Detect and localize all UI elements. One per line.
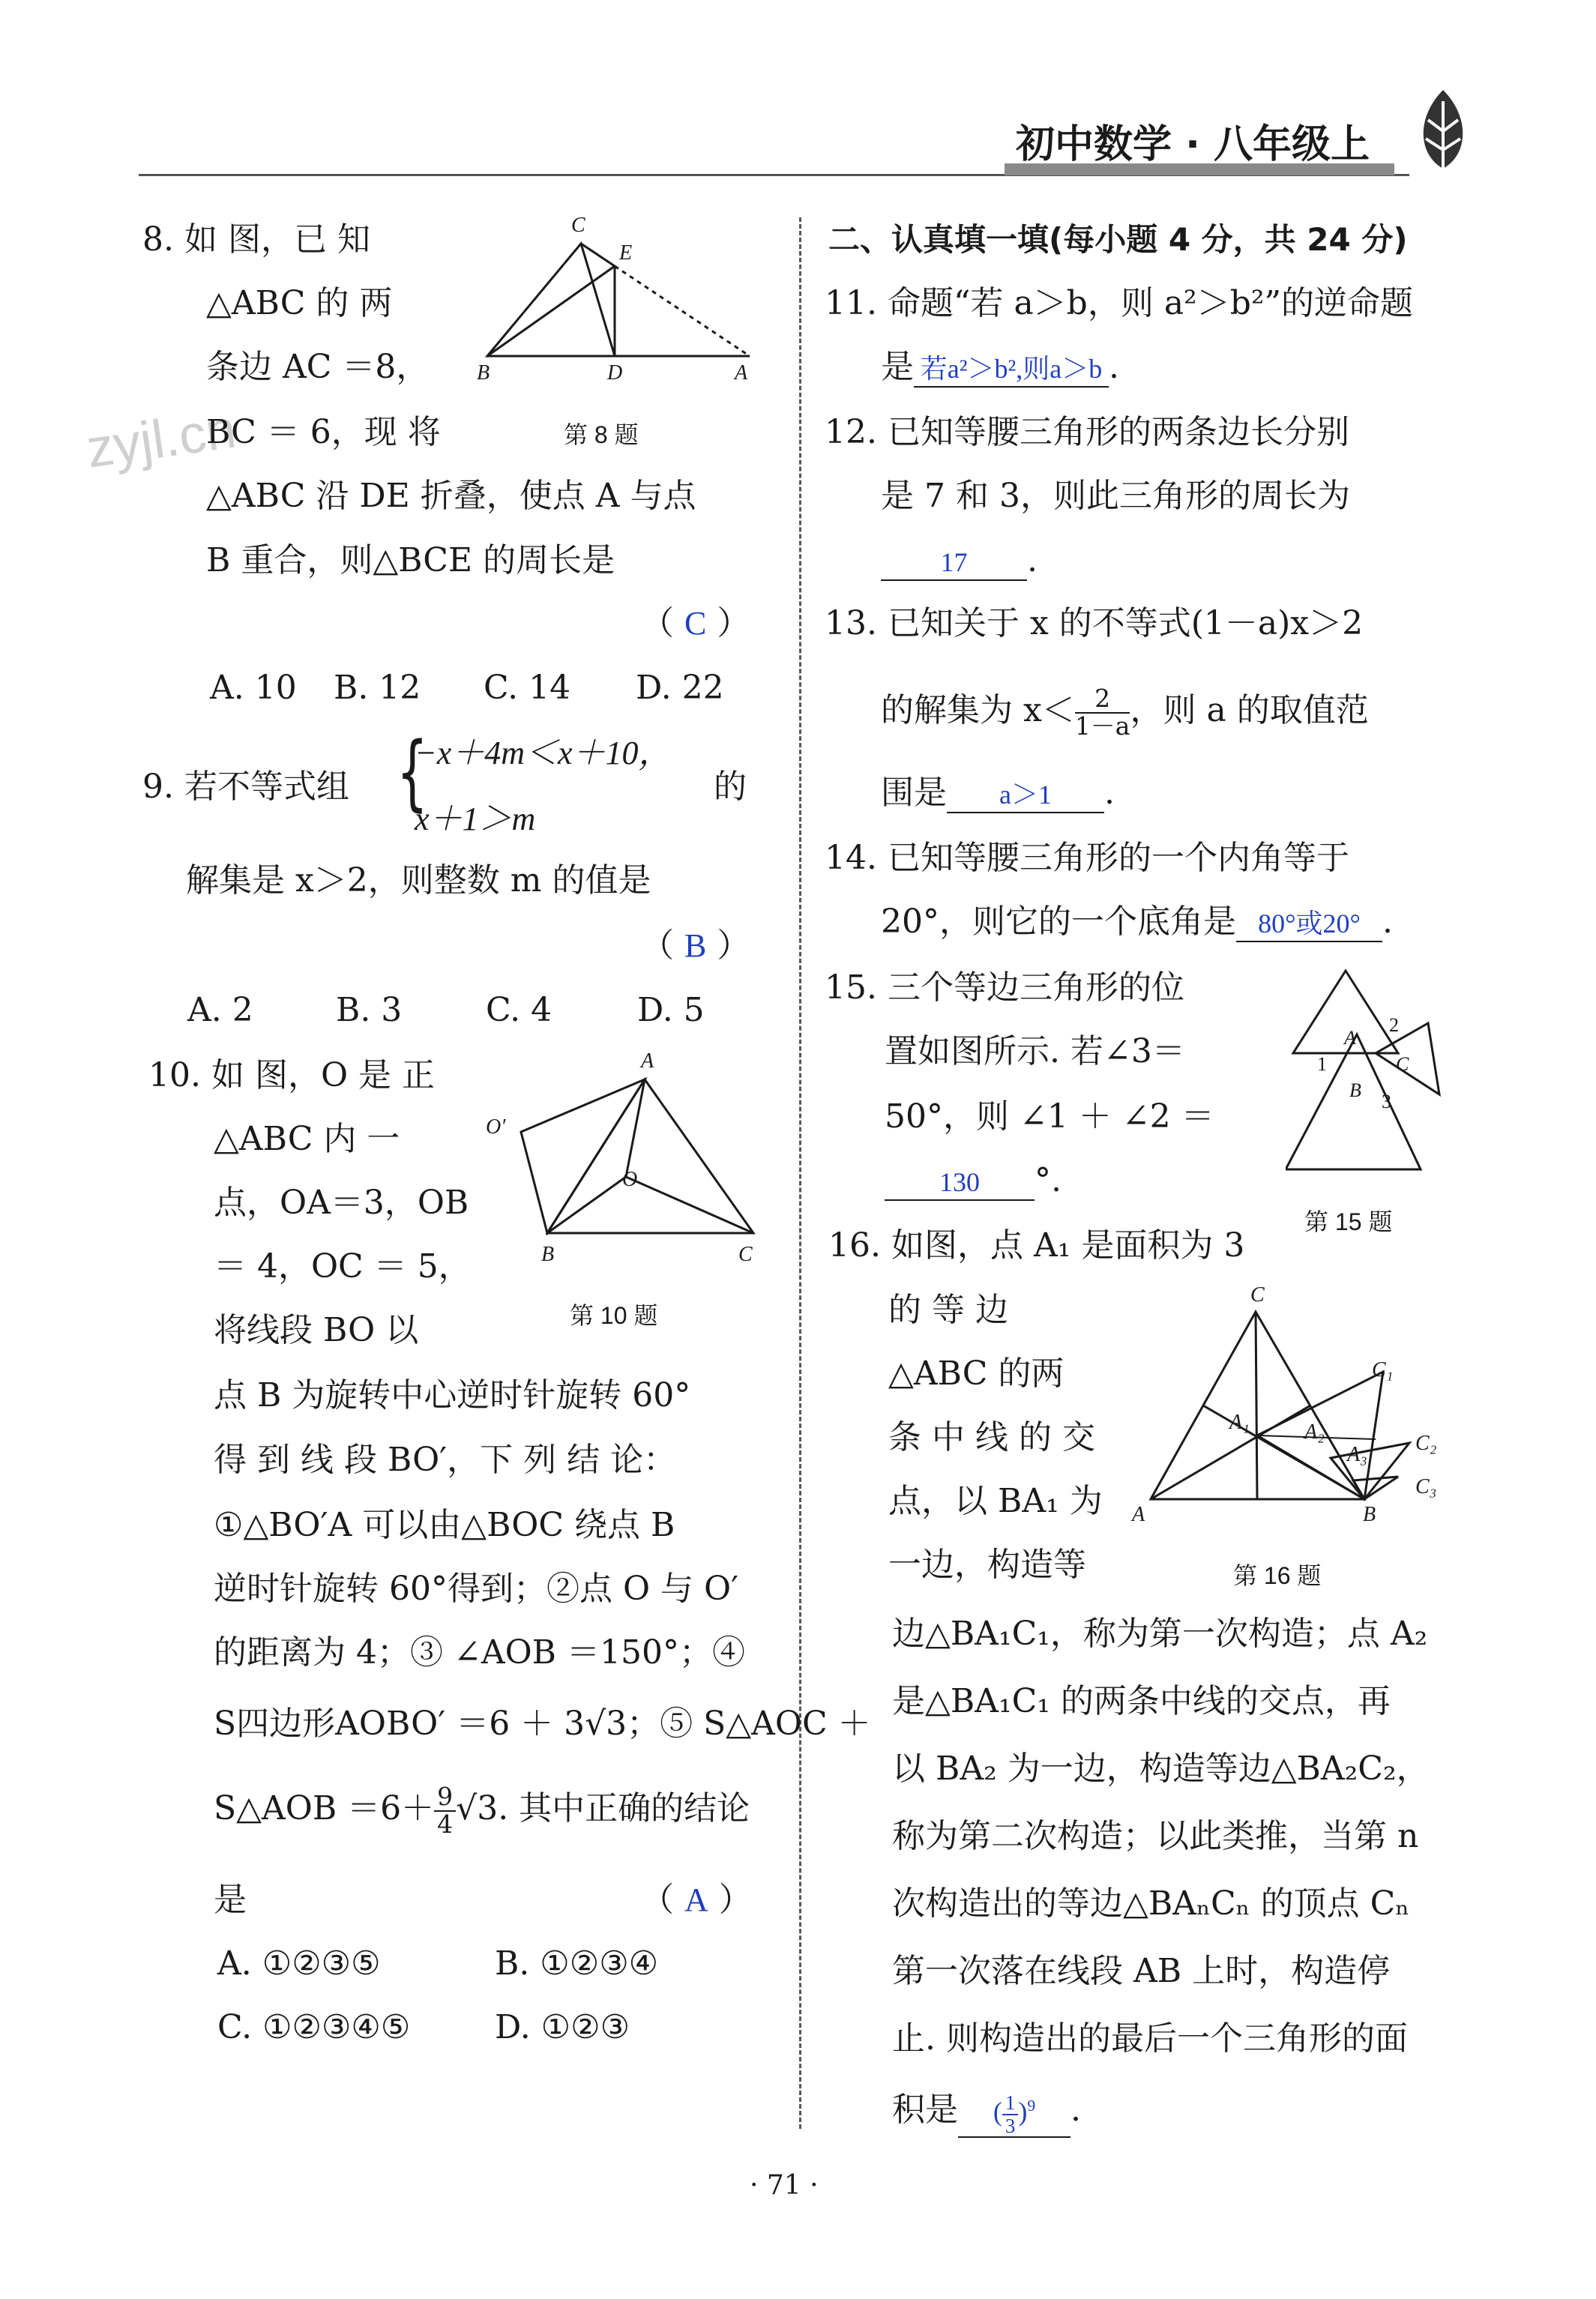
q10-answer-paren: （ A ） [641,1881,752,1919]
q9-suffix: 的 [714,768,747,806]
q9-answer-paren: （ B ） [641,926,750,965]
q12-line2: 是 7 和 3，则此三角形的周长为 [881,477,1350,515]
q13-post: . [1104,774,1115,812]
q16-label: C₁ [1372,1358,1394,1381]
leaf-logo-icon [1409,86,1477,176]
q10-line: 的距离为 4；③ ∠AOB ＝150°；④ [214,1633,745,1672]
q16-line: 的 等 边 [888,1291,1008,1329]
q10-line: 点 B 为旋转中心逆时针旋转 60° [214,1376,691,1414]
q8-label: A [735,361,748,385]
q16-answer-exp: 9 [1027,2097,1036,2115]
q8-answer-paren: （ C ） [641,604,750,642]
q13-frac-num: 2 [1075,686,1130,714]
q15-label: B [1349,1079,1361,1101]
segment-bo [547,1177,626,1233]
q15-label: 3 [1382,1091,1391,1112]
q10-label: O [622,1168,638,1191]
page-number: · 71 · [750,2170,819,2201]
q16-label: A₁ [1229,1411,1250,1434]
q14-post: . [1382,903,1393,941]
q8-option: C. 14 [484,669,571,707]
q10-line: 10. 如 图，O 是 正 [148,1056,435,1094]
q10-label: B [541,1243,555,1266]
q11-post: . [1109,348,1119,386]
q16-line: 点，以 BA₁ 为 [888,1482,1103,1520]
q10-line: 点，OA＝3，OB [214,1184,469,1222]
q16-line: 边△BA₁C₁，称为第一次构造；点 A₂ [892,1615,1428,1653]
q8-line: 8. 如 图，已 知 [142,220,370,259]
q12-answer: 17 [881,545,1027,581]
q16-line: 止. 则构造出的最后一个三角形的面 [892,2019,1408,2058]
q14-pre: 20°，则它的一个底角是 [881,903,1236,941]
q15-caption: 第 15 题 [1304,1208,1393,1235]
q13-fraction [1075,686,1130,739]
q10-line: 逆时针旋转 60°得到；②点 O 与 O′ [214,1570,739,1608]
q13-line1: 13. 已知关于 x 的不等式(1－a)x＞2 [825,604,1364,642]
q16-line: 是△BA₁C₁ 的两条中线的交点，再 [892,1682,1391,1720]
q16-pre: 积是 [892,2091,958,2129]
q9-row1: −x＋4m＜x＋10， [415,735,672,771]
q8-option: B. 12 [334,669,421,707]
q13-line2 [881,686,1369,739]
q11-answer: 若a²＞b²,则a＞b [914,352,1109,388]
q10-line: 将线段 BO 以 [214,1311,419,1349]
q16-answer-frac [1002,2092,1019,2136]
q8-line: 条边 AC ＝8， [206,348,430,386]
q10-line: △ABC 内 一 [214,1120,400,1158]
q16-label: A [1132,1503,1145,1526]
section2-title: 二、认真填一填(每小题 4 分，共 24 分) [828,221,1408,258]
q8-label: E [619,241,633,265]
quad-aob-o [521,1079,645,1233]
q16-last-line [892,2088,1081,2138]
q15-label: C [1396,1053,1409,1075]
q10-caption: 第 10 题 [570,1302,658,1329]
q16-answer: ( $\frac{1}{3}$ )$^9$ [958,2091,1070,2138]
q15-post: °. [1035,1161,1062,1199]
q8-label: D [607,361,623,385]
q10-s-line2 [214,1784,750,1837]
q13-line2-a: 的解集为 x＜ [881,691,1075,730]
q10-answer: A [684,1881,708,1918]
q8-line: △ABC 的 两 [206,284,393,322]
q8-answer: C [684,605,707,642]
q10-frac-den: 4 [437,1809,454,1839]
q9-prefix: 9. 若不等式组 [142,768,349,806]
q10-option: D. ①②③ [495,2008,630,2046]
q9-line2: 解集是 x＞2，则整数 m 的值是 [186,861,651,900]
q9-brace: { [397,724,428,820]
q10-option: B. ①②③④ [495,1944,659,1983]
q10-label: O′ [486,1115,506,1139]
q13-frac-den: 1－a [1074,711,1130,741]
q10-s-line2-a: S△AOB ＝6＋ [214,1789,435,1828]
q9-option: D. 5 [637,991,705,1029]
q10-option: C. ①②③④⑤ [217,2008,411,2046]
q10-figure [487,1049,772,1259]
q12-post: . [1027,541,1038,579]
q15-line: 50°，则 ∠1 ＋ ∠2 ＝ [885,1097,1214,1136]
q16-caption: 第 16 题 [1233,1562,1322,1589]
q13-line3 [881,771,1115,816]
q16-label: C₃ [1415,1475,1437,1498]
q9-answer: B [684,927,707,964]
q16-post: . [1070,2091,1081,2129]
q8-label: B [477,361,490,385]
triangle-bcd [487,244,615,356]
q14-line1: 14. 已知等腰三角形的一个内角等于 [825,839,1349,877]
q16-line: 16. 如图，点 A₁ 是面积为 3 [828,1226,1245,1265]
q16-answer-num: 1 [1002,2092,1019,2115]
q15-answer: 130 [885,1165,1035,1201]
column-divider [799,217,801,2129]
q8-label: C [571,214,585,237]
q16-label: A₃ [1347,1443,1367,1466]
q9-option: A. 2 [187,991,253,1029]
q12-line1: 12. 已知等腰三角形的两条边长分别 [825,413,1349,451]
q16-line: 第一次落在线段 AB 上时，构造停 [892,1952,1391,1990]
q8-option: D. 22 [636,669,724,707]
q15-label: A [1344,1027,1356,1049]
q16-line: 以 BA₂ 为一边，构造等边△BA₂C₂， [892,1750,1430,1788]
q16-line: 条 中 线 的 交 [888,1418,1095,1456]
q10-s-line2-b: √3. 其中正确的结论 [456,1789,750,1828]
q16-label: A₂ [1304,1420,1325,1444]
q10-label: C [738,1243,753,1266]
q13-answer: a＞1 [947,777,1104,813]
q15-label: 2 [1389,1014,1399,1036]
dotted-ea [615,266,750,356]
q9-option: B. 3 [336,991,403,1029]
q12-line3 [881,538,1038,583]
q8-line: △ABC 沿 DE 折叠，使点 A 与点 [206,477,696,515]
q14-answer: 80°或20° [1236,906,1382,942]
q15-label: 1 [1317,1053,1327,1075]
q8-caption: 第 8 题 [564,421,639,448]
q16-figure [1139,1289,1454,1514]
q10-line: ①△BO′A 可以由△BOC 绕点 B [214,1506,675,1544]
q10-line: ＝ 4，OC ＝ 5， [214,1247,472,1286]
q11-pre: 是 [881,348,914,386]
q13-pre: 围是 [881,774,947,812]
q15-line: 15. 三个等边三角形的位 [825,968,1184,1007]
q10-frac-num: 9 [434,1784,456,1812]
q10-fraction [434,1784,456,1837]
q10-line: 得 到 线 段 BO′，下 列 结 论： [214,1441,677,1479]
q14-line2 [881,900,1393,944]
q10-label: A [641,1049,654,1073]
q10-option: A. ①②③⑤ [217,1944,381,1983]
watermark: zyjl.cn [82,399,240,480]
q16-line: 称为第二次构造；以此类推，当第 n [892,1817,1419,1855]
q8-line: B 重合，则△BCE 的周长是 [206,541,615,579]
q16-label: C [1250,1283,1265,1307]
header-title: 初中数学 · 八年级上 [1016,122,1370,167]
q9-row2: x＋1＞m [415,801,536,837]
q10-last: 是 [214,1881,247,1919]
q16-label: C₂ [1415,1432,1437,1455]
q15-figure [1286,956,1443,1181]
q16-label: B [1363,1503,1376,1526]
q16-line: △ABC 的两 [888,1355,1064,1393]
q13-line2-b: ，则 a 的取值范 [1130,691,1369,730]
q16-line: 一边，构造等 [888,1546,1086,1584]
triangle-ba2c2 [1331,1443,1409,1499]
q15-line: 置如图所示. 若∠3＝ [885,1032,1185,1070]
q15-line4 [885,1158,1062,1203]
q16-answer-den: 3 [1005,2114,1016,2137]
q8-option: A. 10 [210,669,297,707]
q11-line1: 11. 命题“若 a＞b，则 a²＞b²”的逆命题 [825,284,1413,322]
q16-line: 次构造出的等边△BAₙCₙ 的顶点 Cₙ [892,1884,1410,1923]
q8-line: BC ＝ 6，现 将 [206,413,441,451]
median-c [1256,1312,1257,1499]
q9-option: C. 4 [486,991,552,1029]
q11-line2 [881,345,1119,390]
q10-s-line1: S四边形AOBO′ ＝6 ＋ 3√3；⑤ S△AOC ＋ [214,1705,871,1743]
